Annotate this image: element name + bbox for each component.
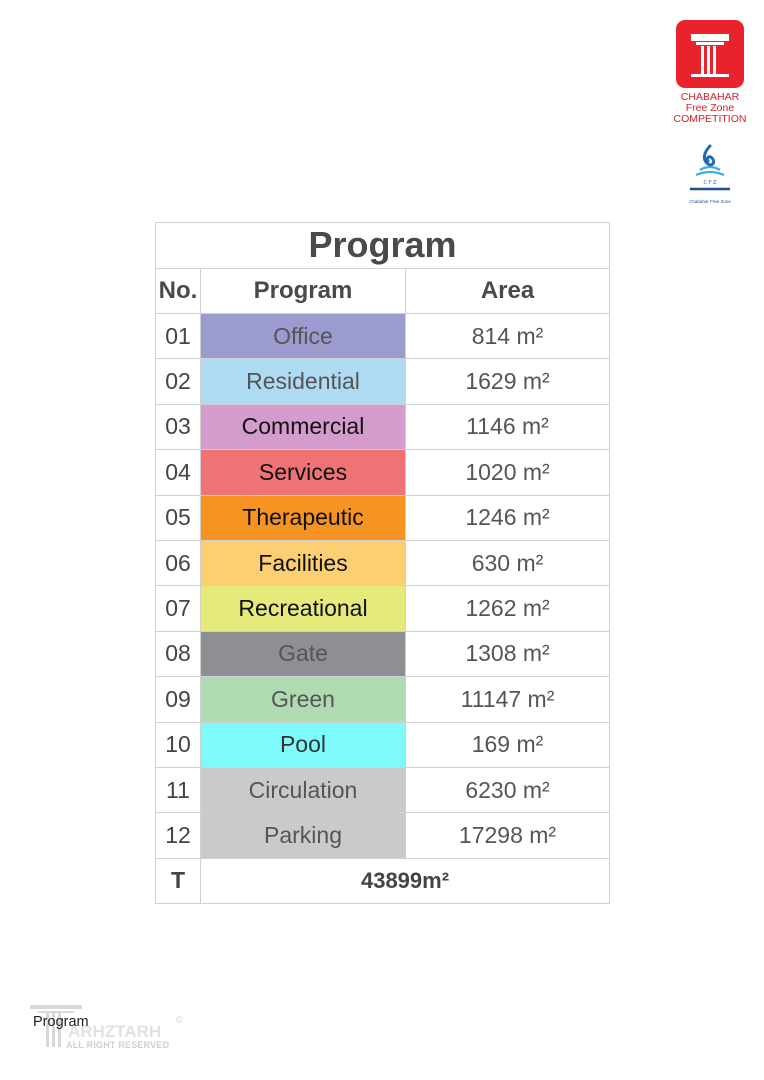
row-number: 05 [156,495,201,540]
header-no: No. [156,268,201,313]
table-row [156,450,610,495]
row-number: 09 [156,677,201,722]
area-cell: 630 m² [406,540,610,585]
cfz-caption: Chabahar Free Zone [689,199,731,204]
svg-text:C F Z: C F Z [703,180,717,186]
area-cell: 6230 m² [406,767,610,812]
row-number: 07 [156,586,201,631]
row-number: 02 [156,359,201,404]
row-number: 06 [156,540,201,585]
area-cell: 1308 m² [406,631,610,676]
area-cell: 169 m² [406,722,610,767]
program-name-cell: Therapeutic [201,495,406,540]
row-number: 04 [156,450,201,495]
chabahar-logo-icon [676,20,744,88]
area-cell: 1629 m² [406,359,610,404]
header-area: Area [406,268,610,313]
program-name-cell: Gate [201,631,406,676]
cfz-emblem-icon [682,142,738,194]
program-name-cell: Commercial [201,404,406,449]
program-name-cell: Pool [201,722,406,767]
table-row [156,677,610,722]
table-row [156,540,610,585]
table-row [156,722,610,767]
cfz-logo [682,142,738,204]
row-number: 11 [156,767,201,812]
header-program: Program [201,268,406,313]
area-cell: 1020 m² [406,450,610,495]
row-number: 03 [156,404,201,449]
program-name-cell: Facilities [201,540,406,585]
brand-line-2: Free Zone [685,102,735,114]
table-header-row [156,268,610,313]
table-title: Program [156,223,610,269]
program-table [155,222,610,904]
row-number: 01 [156,313,201,358]
table-row [156,586,610,631]
chabahar-brand [668,20,752,125]
area-cell: 11147 m² [406,677,610,722]
row-number: 12 [156,813,201,858]
area-cell: 1146 m² [406,404,610,449]
table-row [156,813,610,858]
table-row [156,404,610,449]
program-name-cell: Residential [201,359,406,404]
total-label: T [156,858,201,903]
footer-caption: Program [33,1014,89,1030]
area-cell: 1246 m² [406,495,610,540]
table-row [156,767,610,812]
area-cell: 1262 m² [406,586,610,631]
row-number: 10 [156,722,201,767]
brand-line-3: COMPETITION [673,113,747,125]
program-name-cell: Office [201,313,406,358]
area-cell: 814 m² [406,313,610,358]
program-name-cell: Recreational [201,586,406,631]
program-name-cell: Parking [201,813,406,858]
svg-text:ARHZTARH: ARHZTARH [68,1022,162,1041]
table-title-row [156,223,610,269]
program-name-cell: Services [201,450,406,495]
row-number: 08 [156,631,201,676]
program-name-cell: Green [201,677,406,722]
table-row [156,313,610,358]
total-area: 43899m² [201,858,610,903]
table-row [156,495,610,540]
area-cell: 17298 m² [406,813,610,858]
total-row [156,858,610,903]
table-row [156,631,610,676]
program-name-cell: Circulation [201,767,406,812]
brand-line-1: CHABAHAR [680,91,740,103]
footer-rights: ALL RIGHT RESERVED [66,1040,170,1050]
table-row [156,359,610,404]
svg-text:©: © [176,1015,183,1025]
